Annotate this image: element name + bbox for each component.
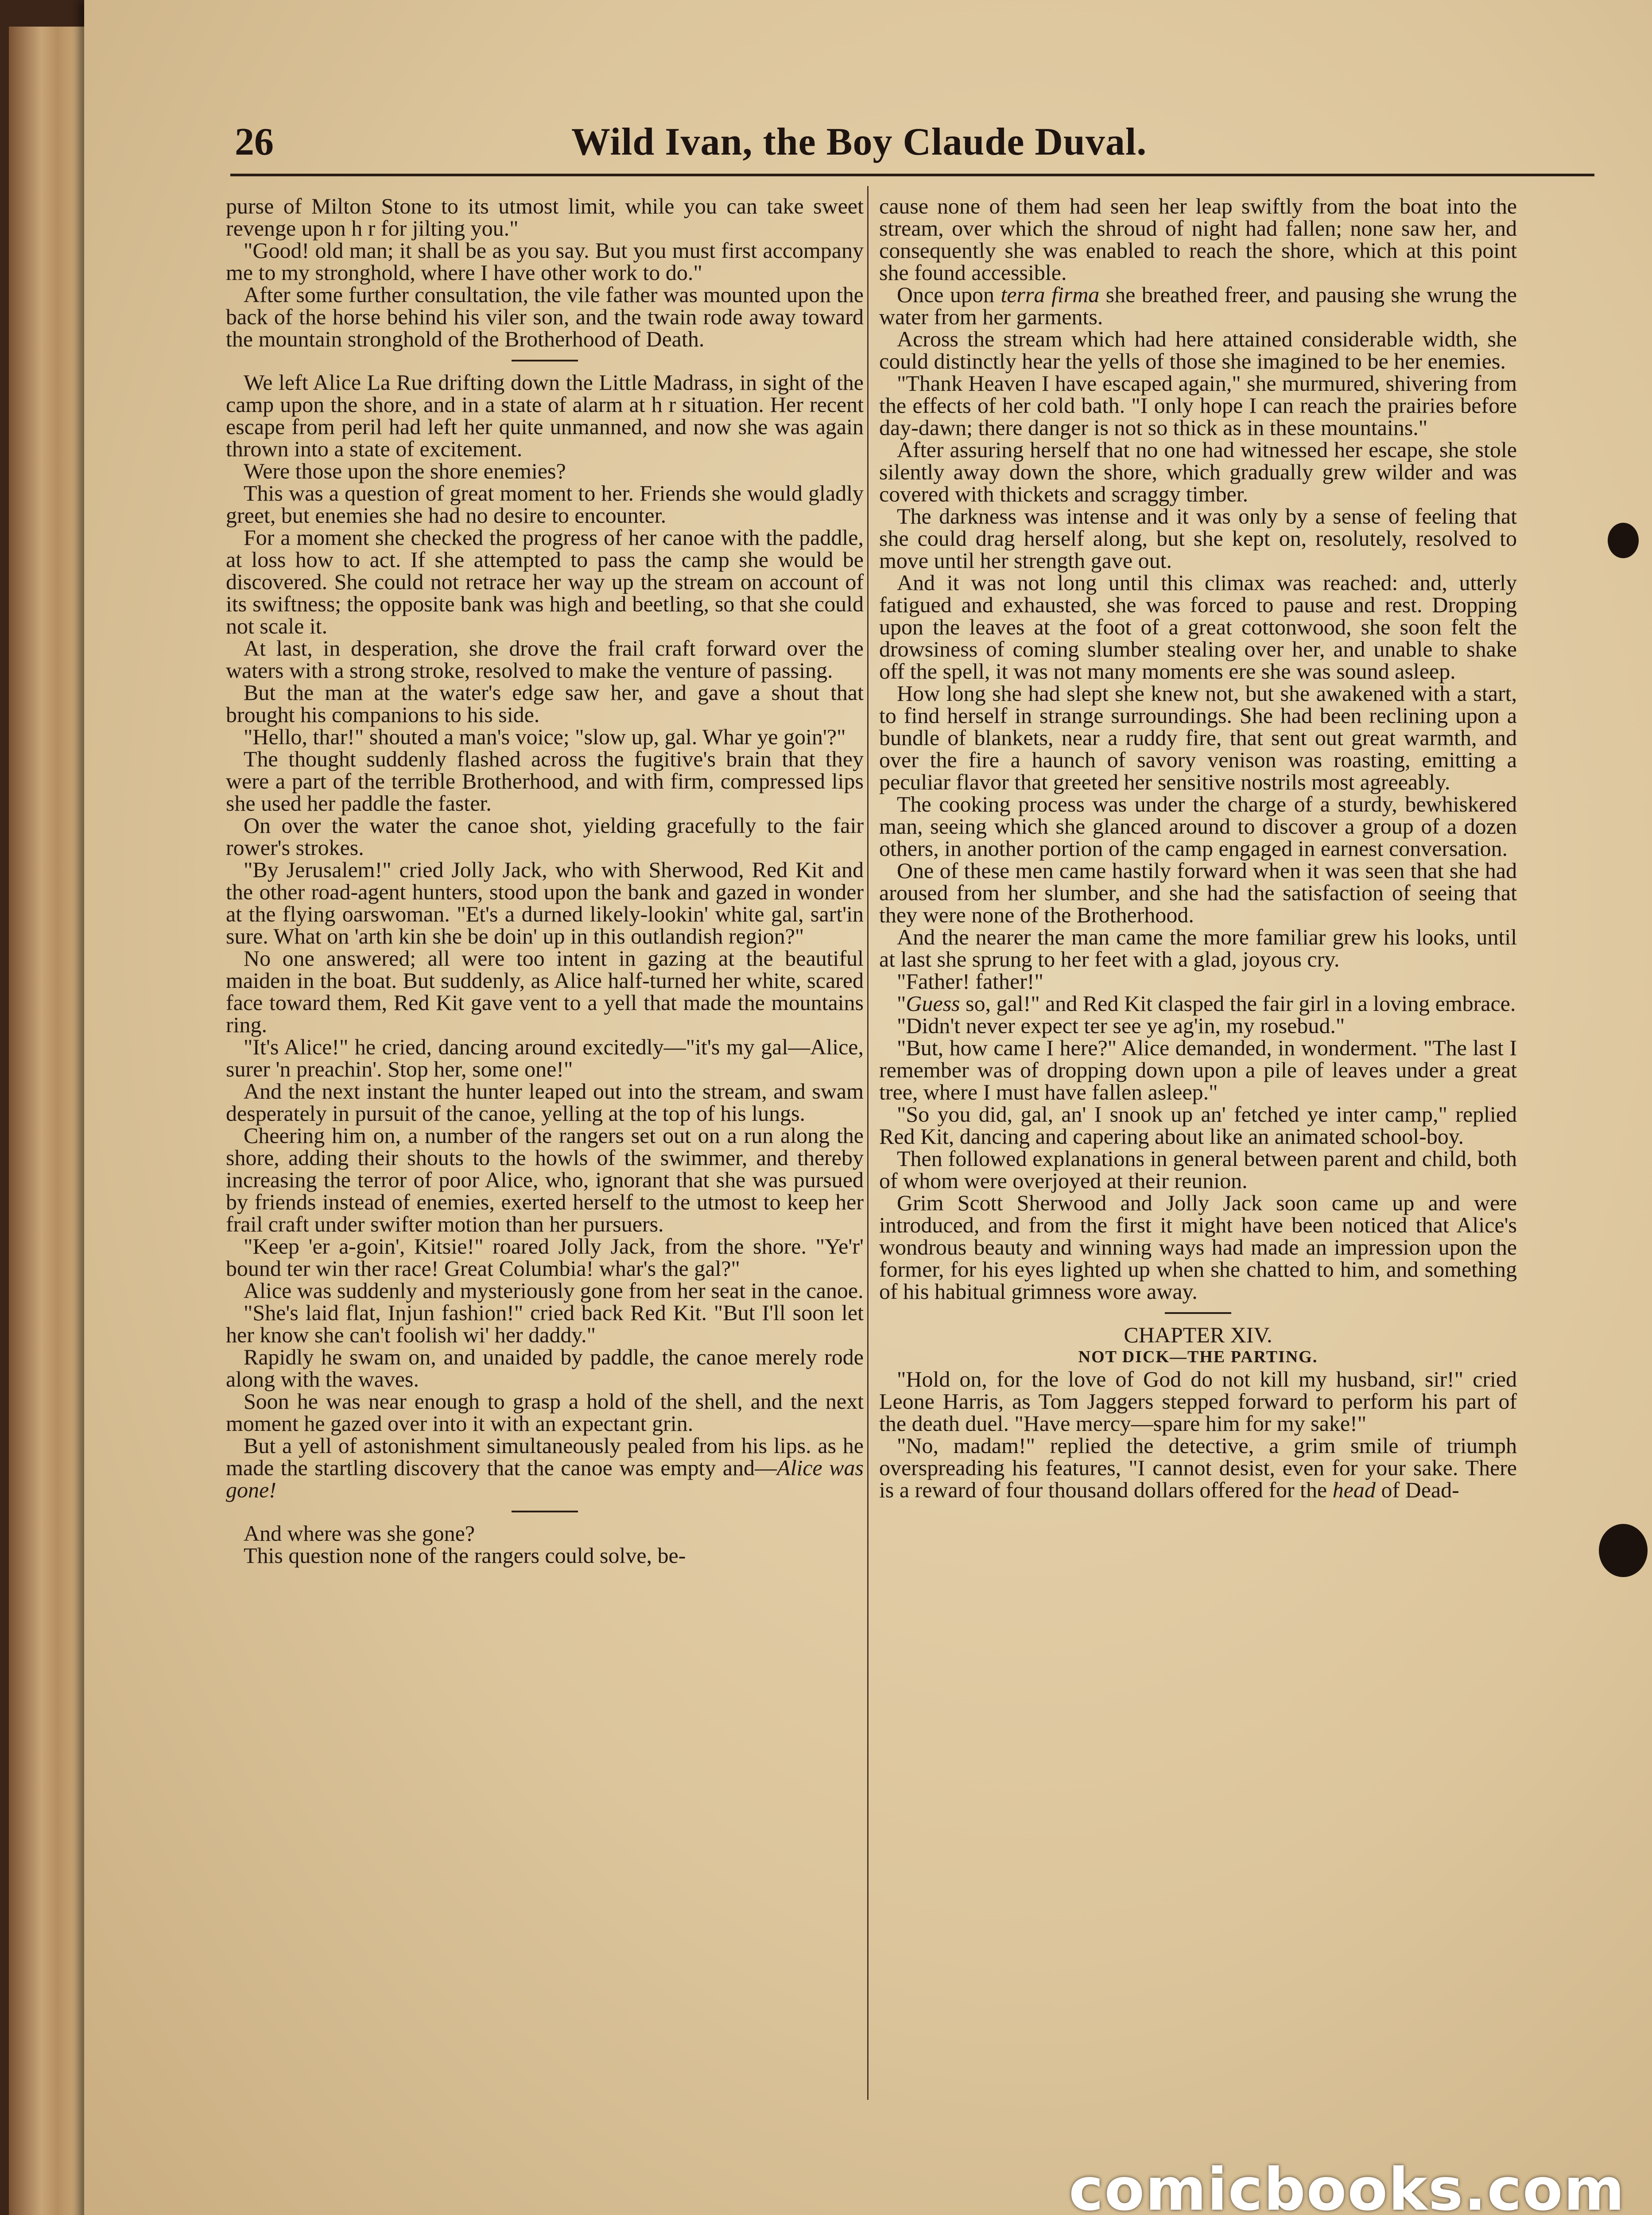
section-divider xyxy=(512,360,578,361)
paragraph: At last, in desperation, she drove the frail craft forward over the waters with a strong stroke, resolved to make the venture of passing. xyxy=(226,636,864,683)
paragraph: "But, how came I here?" Alice demanded, in wonderment. "The last I remember was of dropping down upon a pile of leaves under a great tree, where I must have fallen asleep." xyxy=(879,1035,1517,1104)
paragraph: "She's laid flat, Injun fashion!" cried back Red Kit. "But I'll soon let her know she can't foolish wi' her daddy." xyxy=(226,1300,864,1347)
paragraph: Alice was suddenly and mysteriously gone from her seat in the canoe. xyxy=(244,1278,864,1303)
italic-text: Guess xyxy=(906,991,960,1016)
paragraph: Cheering him on, a number of the rangers set out on a run along the shore, adding their shouts to the howls of the swimmer, and thereby increasing the terror of poor Alice, who, ignorant that she was pursued by friends instead of enemies, exerted herself to the utmost to keep her frail craft under swifter motion than her pursuers. xyxy=(226,1123,864,1236)
paragraph: "Hello, thar!" shouted a man's voice; "slow up, gal. Whar ye goin'?" xyxy=(244,724,846,749)
paragraph-text: " xyxy=(897,991,906,1016)
chapter-title: CHAPTER XIV. xyxy=(1124,1322,1272,1347)
paragraph xyxy=(879,284,1517,328)
paragraph: "Father! father!" xyxy=(897,969,1043,994)
paragraph-text: "No, madam!" replied the detective, a grim smile of triumph overspreading his features, "I cannot desist, even for your sake. There is a reward of four thousand dollars offered for the xyxy=(879,1433,1517,1502)
paragraph: We left Alice La Rue drifting down the Little Madrass, in sight of the camp upon the shore, and in a state of alarm at h r situation. Her recent escape from peril had left her quite unmanned, and now she was again thrown into a state of excitement. xyxy=(226,370,864,461)
paragraph: "By Jerusalem!" cried Jolly Jack, who with Sherwood, Red Kit and the other road-agent hunters, stood upon the bank and gazed in wonder at the flying oarswoman. "Et's a durned likely-lookin' white gal, sart'in sure. What on 'arth kin she be doin' up in this outlandish region?" xyxy=(226,857,864,948)
paragraph: "Didn't never expect ter see ye ag'in, my rosebud." xyxy=(897,1013,1345,1038)
paragraph: "So you did, gal, an' I snook up an' fetched ye inter camp," replied Red Kit, dancing and capering about like an animated school-boy. xyxy=(879,1102,1517,1149)
site-watermark: comicbooks.com xyxy=(1069,2156,1625,2215)
paragraph: "Good! old man; it shall be as you say. But you must first accompany me to my stronghold, where I have other work to do." xyxy=(226,238,864,285)
italic-text: head xyxy=(1332,1477,1376,1502)
italic-text: terra firma xyxy=(1001,282,1100,307)
paragraph: cause none of them had seen her leap swiftly from the boat into the stream, over which the shroud of night had fallen; none saw her, and consequently she was enabled to reach the shore, which at this point she found accessible. xyxy=(879,194,1517,285)
left-column xyxy=(226,195,864,1566)
paragraph: Grim Scott Sherwood and Jolly Jack soon came up and were introduced, and from the first it might have been noticed that Alice's wondrous beauty and winning ways had made an impression upon the former, for his eyes lighted up when she chatted to him, and something of his habitual grimness wore away. xyxy=(879,1190,1517,1304)
paragraph-text: of Dead- xyxy=(1381,1477,1459,1502)
chapter-subtitle: NOT DICK—THE PARTING. xyxy=(1078,1348,1318,1366)
paragraph xyxy=(879,992,1517,1014)
paragraph: The cooking process was under the charge of a sturdy, bewhiskered man, seeing which she glanced around to discover a group of a dozen others, in another portion of the camp engaged in earnest conversation. xyxy=(879,792,1517,861)
column-divider xyxy=(867,186,869,2100)
paragraph: "Hold on, for the love of God do not kill my husband, sir!" cried Leone Harris, as Tom Jaggers stepped forward to perform his part of the death duel. "Have mercy—spare him for my sake!" xyxy=(879,1367,1517,1436)
paragraph-text: Once upon xyxy=(897,282,994,307)
paragraph: For a moment she checked the progress of her canoe with the paddle, at loss how to act. If she attempted to pass the camp she would be discovered. She could not retrace her way up the stream on account of its swiftness; the opposite bank was high and beetling, so that she could not scale it. xyxy=(226,525,864,638)
paragraph: This was a question of great moment to her. Friends she would gladly greet, but enemies she had no desire to encounter. xyxy=(226,481,864,528)
right-column xyxy=(879,195,1517,1501)
paragraph: purse of Milton Stone to its utmost limit, while you can take sweet revenge upon h r for jilting you." xyxy=(226,194,864,241)
paragraph: Soon he was near enough to grasp a hold of the shell, and the next moment he gazed over into it with an expectant grin. xyxy=(226,1389,864,1436)
running-title: Wild Ivan, the Boy Claude Duval. xyxy=(571,120,1147,163)
paragraph: And where was she gone? xyxy=(244,1521,475,1546)
paragraph: "It's Alice!" he cried, dancing around excitedly—"it's my gal—Alice, surer 'n preachin'. Stop her, some one!" xyxy=(226,1034,864,1081)
header-rule xyxy=(230,174,1594,176)
paragraph-text: so, gal!" and Red Kit clasped the fair girl in a loving embrace. xyxy=(960,991,1516,1016)
paragraph: But the man at the water's edge saw her, and gave a shout that brought his companions to his side. xyxy=(226,680,864,727)
section-divider xyxy=(1165,1312,1231,1314)
paragraph: No one answered; all were too intent in gazing at the beautiful maiden in the boat. But suddenly, as Alice half-turned her white, scared face toward them, Red Kit gave vent to a yell that made the mountains ring. xyxy=(226,946,864,1037)
paragraph: Then followed explanations in general between parent and child, both of whom were overjoyed at their reunion. xyxy=(879,1146,1517,1193)
paragraph: "Keep 'er a-goin', Kitsie!" roared Jolly Jack, from the shore. "Ye'r' bound ter win ther race! Great Columbia! whar's the gal?" xyxy=(226,1234,864,1281)
paragraph xyxy=(879,1434,1517,1501)
paragraph: And the nearer the man came the more familiar grew his looks, until at last she sprung to her feet with a glad, joyous cry. xyxy=(879,925,1517,971)
paragraph: After assuring herself that no one had witnessed her escape, she stole silently away down the shore, which gradually grew wilder and was covered with thickets and scraggy timber. xyxy=(879,437,1517,506)
binding-hole xyxy=(1608,523,1639,558)
paragraph: On over the water the canoe shot, yielding gracefully to the fair rower's strokes. xyxy=(226,813,864,860)
paragraph: One of these men came hastily forward when it was seen that she had aroused from her slumber, and she had the satisfaction of seeing that they were none of the Brotherhood. xyxy=(879,858,1517,927)
paragraph: Rapidly he swam on, and unaided by paddle, the canoe merely rode along with the waves. xyxy=(226,1345,864,1391)
paragraph xyxy=(226,1434,864,1501)
paragraph: After some further consultation, the vile father was mounted upon the back of the horse behind his viler son, and the twain rode away toward the mountain stronghold of the Brotherhood of Death. xyxy=(226,282,864,351)
paragraph: The darkness was intense and it was only by a sense of feeling that she could drag herself along, but she kept on, resolutely, resolved to move until her strength gave out. xyxy=(879,504,1517,573)
paragraph: This question none of the rangers could solve, be- xyxy=(244,1543,686,1568)
binding-hole xyxy=(1599,1524,1648,1577)
italic-text: Alice was gone! xyxy=(226,1455,864,1502)
book-page xyxy=(84,0,1652,2215)
paragraph: And the next instant the hunter leaped out into the stream, and swam desperately in pursuit of the canoe, yelling at the top of his lungs. xyxy=(226,1079,864,1126)
page-number: 26 xyxy=(235,120,274,163)
paragraph: How long she had slept she knew not, but she awakened with a start, to find herself in strange surroundings. She had been reclining upon a bundle of blankets, near a ruddy fire, that sent out great warmth, and over the fire a haunch of savory venison was roasting, emitting a peculiar flavor that greeted her sensitive nostrils most agreeably. xyxy=(879,681,1517,794)
paragraph: And it was not long until this climax was reached: and, utterly fatigued and exhausted, she was forced to pause and rest. Dropping upon the leaves at the foot of a great cottonwood, she soon felt the drowsiness of coming slumber stealing over her, and unable to shake off the spell, it was not many moments ere she was sound asleep. xyxy=(879,570,1517,684)
paragraph-text: she breathed freer, and pausing she wrung the water from her garments. xyxy=(879,282,1517,329)
section-divider xyxy=(512,1511,578,1512)
paragraph-text: But a yell of astonishment simultaneously pealed from his lips. as he made the startling discovery that the canoe was empty and— xyxy=(226,1433,864,1480)
paragraph: "Thank Heaven I have escaped again," she murmured, shivering from the effects of her cold bath. "I only hope I can reach the prairies before day-dawn; there danger is not so thick as in these mountains." xyxy=(879,371,1517,440)
paragraph: The thought suddenly flashed across the fugitive's brain that they were a part of the terrible Brotherhood, and with firm, compressed lips she used her paddle the faster. xyxy=(226,746,864,816)
paragraph: Across the stream which had here attained considerable width, she could distinctly hear the yells of those she imagined to be her enemies. xyxy=(879,326,1517,373)
paragraph: Were those upon the shore enemies? xyxy=(244,459,566,483)
